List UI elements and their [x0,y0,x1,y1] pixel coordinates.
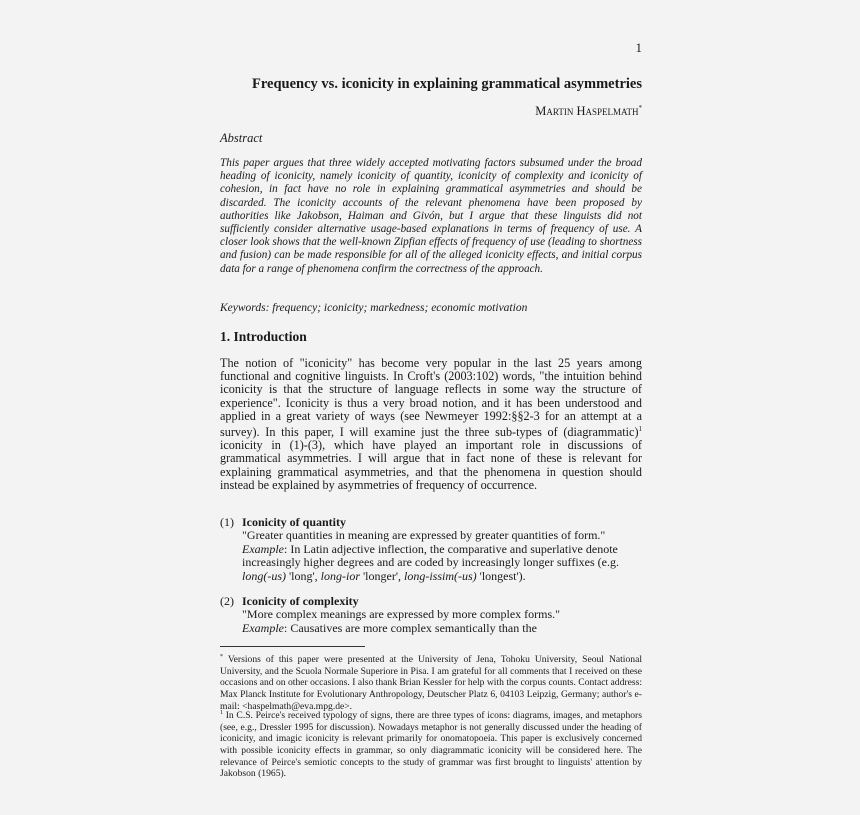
footnote-1 [220,652,642,712]
latin-form: long-issim(-us) [404,568,477,583]
intro-paragraph [220,357,642,492]
example-2 [220,595,644,635]
author-line [400,104,642,119]
footnote-text: Versions of this paper were presented at the University of Jena, Tohoku University, Seoul National University, and the Scuola Normale Superiore in Pisa. I am grateful for all comments that I received on these occasions and on other occasions. I also thank Brian Kessler for help with the corpus counts. Contact address: Max Planck Institute for Evolutionary Anthropology, Deutscher Platz 6, 04103 Leipzig, Germany; author's e-mail: <haspelmath@eva.mpg.de>. [220,654,642,712]
example-number: (2) [220,594,234,608]
footnote-separator [220,646,365,647]
example-heading: Iconicity of quantity [242,515,347,529]
example-heading: Iconicity of complexity [242,594,359,608]
footnote-mark: 1 [220,710,223,716]
example-text: Example: Causatives are more complex semantically than the [242,620,537,635]
intro-footnote-mark: 1 [638,425,642,434]
page-number: 1 [635,40,642,55]
footnote-mark: * [220,654,223,660]
footnote-2 [220,708,642,780]
latin-form: long-ior [320,568,361,583]
latin-form: long(-us) [242,568,286,583]
intro-text-part2: iconicity in (1)-(3), which have played an important role in discussions of grammatical asymmetries. I will argue that in fact none of these is relevant for explaining grammatical asymmetries, and that the phenomena in question should instead be explained by asymmetries of frequency of occurrence. [220,438,642,492]
example-label: Example [242,541,284,556]
example-label: Example [242,620,284,635]
paper-title: Frequency vs. iconicity in explaining grammatical asymmetries [252,76,642,92]
author-footnote-mark: * [638,104,642,112]
example-quote: "Greater quantities in meaning are expressed by greater quantities of form." [242,528,606,543]
author-name: Martin Haspelmath [535,104,639,119]
example-text: Example: In Latin adjective inflection, the comparative and superlative denote increasingly higher degrees and are coded by increasingly longer suffixes (e.g. long(-us) 'long', long-ior 'longer', long-issim(-us) 'longest'). [242,541,619,583]
footnote-text: In C.S. Peirce's received typology of signs, there are three types of icons: diagrams, images, and metaphors (see, e.g., Dressler 1995 for discussion). Nowadays metaphor is not generally discussed under the heading of iconicity, and imagic iconicity is relevant primarily for onomatopoeia. This paper is exclusively concerned with possible iconicity effects in grammar, so only diagrammatic iconicity will be considered here. The relevance of Peirce's semiotic concepts to the study of grammar was first brought to linguists' attention by Jakobson (1965). [220,710,642,780]
keywords: Keywords: frequency; iconicity; markedness; economic motivation [220,302,528,314]
example-quote: "More complex meanings are expressed by more complex forms." [242,607,561,622]
example-number: (1) [220,515,234,529]
abstract-text: This paper argues that three widely accepted motivating factors subsumed under the broad heading of iconicity, namely iconicity of quantity, iconicity of complexity and iconicity of cohesion, in fact have no role in explaining grammatical asymmetries and should be discarded. The iconicity accounts of the relevant phenomena have been proposed by authorities like Jakobson, Haiman and Givón, but I argue that these linguists did not sufficiently consider alternative usage-based explanations in terms of frequency of use. A closer look shows that the well-known Zipfian effects of frequency of use (leading to shortness and fusion) can be made responsible for all of the alleged iconicity effects, and initial corpus data for a range of phenomena confirm the correctness of the approach. [220,157,642,275]
example-1 [220,516,644,583]
intro-text-part1: The notion of "iconicity" has become very popular in the last 25 years among functional and cognitive linguists. In Croft's (2003:102) words, "the intuition behind iconicity is that the structure of language reflects in some way the structure of experience". Iconicity is thus a very broad notion, and it has been understood and applied in a great variety of ways (see Newmeyer 1992:§§2-3 for an attempt at a survey). In this paper, I will examine just the three sub-types of (diagrammatic) [220,356,642,440]
section-heading: 1. Introduction [220,329,307,344]
abstract-heading: Abstract [220,131,263,145]
